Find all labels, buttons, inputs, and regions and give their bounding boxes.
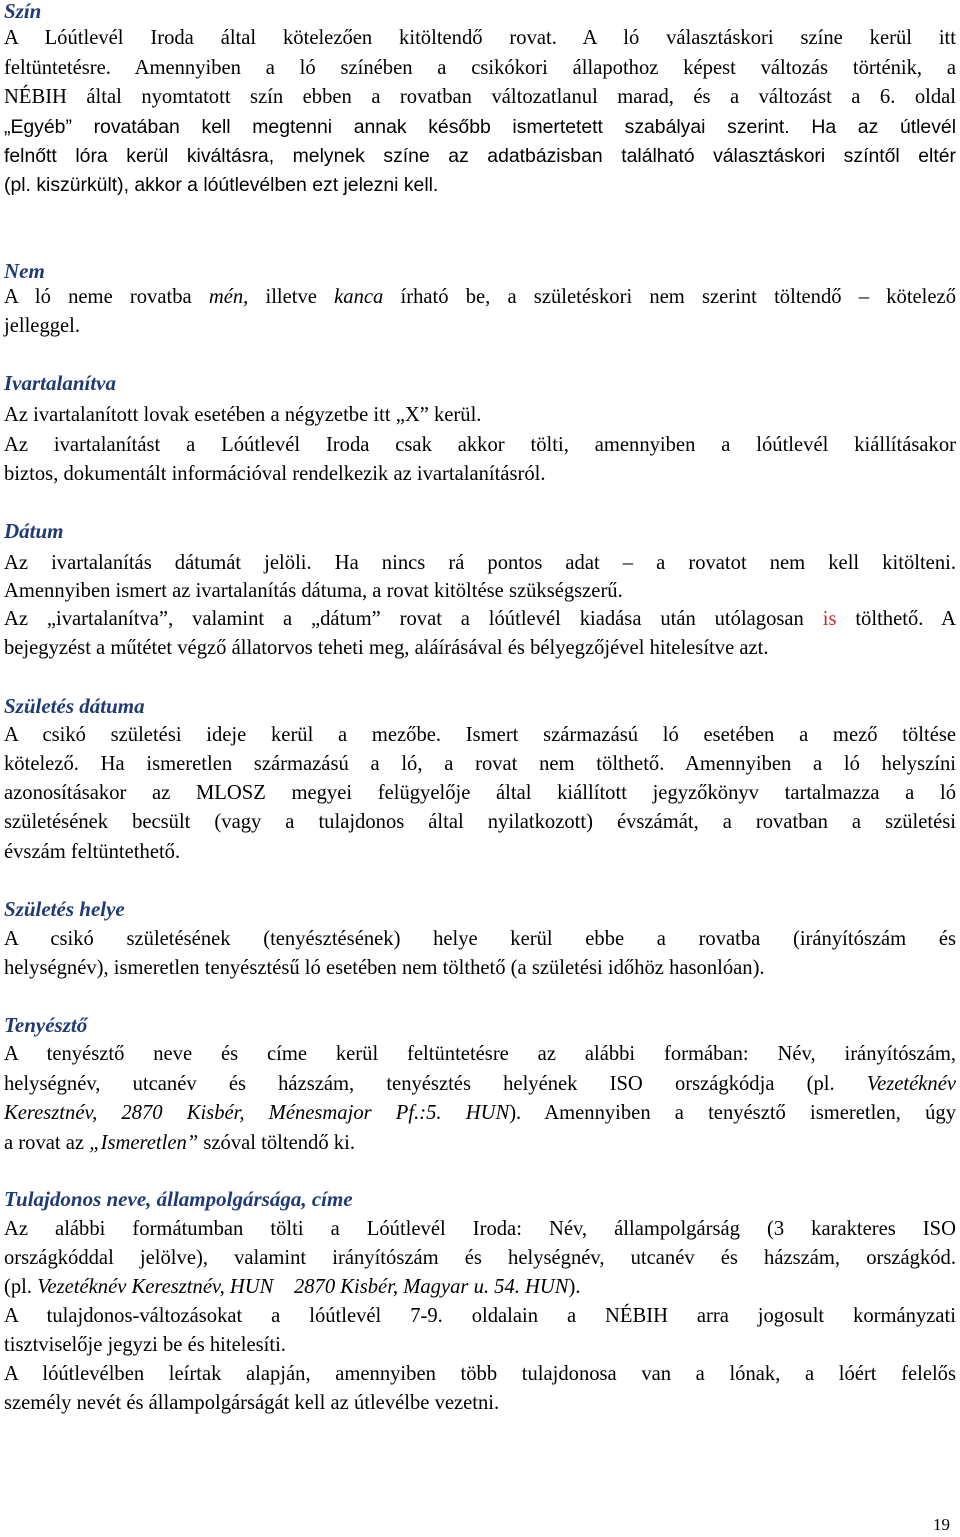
paragraph-line: személy nevét és állampolgárságát kell az útlevélbe vezetni. (4, 1392, 500, 1414)
paragraph-line: A csikó születésének (tenyésztésének) helye kerül ebbe a rovatba (irányítószám és (4, 928, 956, 950)
paragraph-line: azonosításakor az MLOSZ megyei felügyelője által kiállított jegyzőkönyv tartalmazza a ló (4, 782, 956, 804)
paragraph-line: A tenyésztő neve és címe kerül feltüntetésre az alábbi formában: Név, irányítószám, (4, 1043, 956, 1065)
paragraph-line: A tulajdonos-változásokat a lóútlevél 7-9. oldalain a NÉBIH arra jogosult kormányzati (4, 1305, 956, 1327)
paragraph-line: Amennyiben ismert az ivartalanítás dátuma, a rovat kitöltése szükségszerű. (4, 580, 623, 602)
section-heading-szin: Szín (4, 0, 42, 23)
emphasis-example: Keresztnév, 2870 Kisbér, Ménesmajor Pf.:5. HUN (4, 1102, 510, 1124)
paragraph-line: felnőtt lóra kerül kiváltásra, melynek színe az adatbázisban található választáskori színtől eltér (4, 145, 956, 167)
paragraph-line: évszám feltüntethető. (4, 841, 181, 863)
paragraph-line: Az alábbi formátumban tölti a Lóútlevél Iroda: Név, állampolgárság (3 karakteres ISO (4, 1218, 956, 1240)
paragraph-line: A lóútlevélben leírtak alapján, amennyiben több tulajdonosa van a lónak, a lóért felelős (4, 1363, 956, 1385)
paragraph-line: kötelező. Ha ismeretlen származású a ló, a rovat nem tölthető. Amennyiben a ló helyszíni (4, 753, 956, 775)
paragraph-line: (pl. kiszürkült), akkor a lóútlevélben ezt jelezni kell. (4, 174, 439, 196)
section-heading-szuletes-datuma: Születés dátuma (4, 694, 145, 718)
emphasis-men: mén (208, 286, 244, 308)
paragraph-line: biztos, dokumentált információval rendelkezik az ivartalanításról. (4, 463, 546, 485)
paragraph-line: „Egyéb” rovatában kell megtenni annak később ismertetett szabályai szerint. Ha az útlevél (4, 116, 956, 138)
page-number: 19 (933, 1515, 950, 1534)
paragraph-line: helységnév), ismeretlen tenyésztésű ló esetében nem tölthető (a születési időhöz hasonlóan). (4, 957, 765, 979)
paragraph-line: Az ivartalanított lovak esetében a négyzetbe itt „X” kerül. (4, 404, 482, 426)
section-heading-szuletes-helye: Születés helye (4, 897, 125, 921)
highlighted-word: is (822, 608, 837, 630)
paragraph-line: Az „ivartalanítva”, valamint a „dátum” rovat a lóútlevél kiadása után utólagosan is tölthető. A (4, 608, 956, 630)
section-heading-datum: Dátum (4, 519, 64, 543)
emphasis-example: Vezetéknév (866, 1073, 956, 1095)
paragraph-line: Az ivartalanítást a Lóútlevél Iroda csak akkor tölti, amennyiben a lóútlevél kiállításakor (4, 434, 956, 456)
paragraph-line: bejegyzést a műtétet végző állatorvos teheti meg, aláírásával és bélyegzőjével hitelesítve azt. (4, 637, 769, 659)
paragraph-line: tisztviselője jegyzi be és hitelesíti. (4, 1334, 286, 1356)
section-heading-nem: Nem (4, 259, 45, 283)
emphasis-ismeretlen: „Ismeretlen” (89, 1132, 199, 1154)
paragraph-line: a rovat az „Ismeretlen” szóval töltendő ki. (4, 1132, 355, 1154)
paragraph-line: Keresztnév, 2870 Kisbér, Ménesmajor Pf.:5. HUN). Amennyiben a tenyésztő ismeretlen, úgy (4, 1102, 956, 1124)
paragraph-line: feltüntetésre. Amennyiben a ló színében a csikókori állapothoz képest változás történik, a (4, 57, 956, 79)
paragraph-line: országkóddal jelölve), valamint irányítószám és helységnév, utcanév és házszám, országkód. (4, 1247, 956, 1269)
paragraph-line: helységnév, utcanév és házszám, tenyésztés helyének ISO országkódja (pl. Vezetéknév (4, 1073, 956, 1095)
section-heading-tenyeszto: Tenyésztő (4, 1013, 88, 1037)
paragraph-line: A csikó születési ideje kerül a mezőbe. Ismert származású ló esetében a mező töltése (4, 724, 956, 746)
paragraph-line: NÉBIH által nyomtatott szín ebben a rovatban változatlanul marad, és a változást a 6. oldal (4, 86, 956, 108)
emphasis-example: Vezetéknév Keresztnév, HUN 2870 Kisbér, Magyar u. 54. HUN (37, 1276, 569, 1298)
section-heading-ivartalanitva: Ivartalanítva (4, 371, 117, 395)
paragraph-line: Az ivartalanítás dátumát jelöli. Ha nincs rá pontos adat – a rovatot nem kell kitölteni. (4, 552, 956, 574)
paragraph-line: A Lóútlevél Iroda által kötelezően kitöltendő rovat. A ló választáskori színe kerül itt (4, 27, 956, 49)
paragraph-line: születésének becsült (vagy a tulajdonos által nyilatkozott) évszámát, a rovatban a születési (4, 811, 956, 833)
emphasis-kanca: kanca (334, 286, 384, 308)
section-heading-tulajdonos: Tulajdonos neve, állampolgársága, címe (4, 1187, 353, 1211)
paragraph-line: (pl. Vezetéknév Keresztnév, HUN 2870 Kisbér, Magyar u. 54. HUN). (4, 1276, 581, 1298)
paragraph-line: A ló neme rovatba mén, illetve kanca írható be, a születéskori nem szerint töltendő – kötelező (4, 286, 956, 308)
paragraph-line: jelleggel. (4, 315, 81, 337)
